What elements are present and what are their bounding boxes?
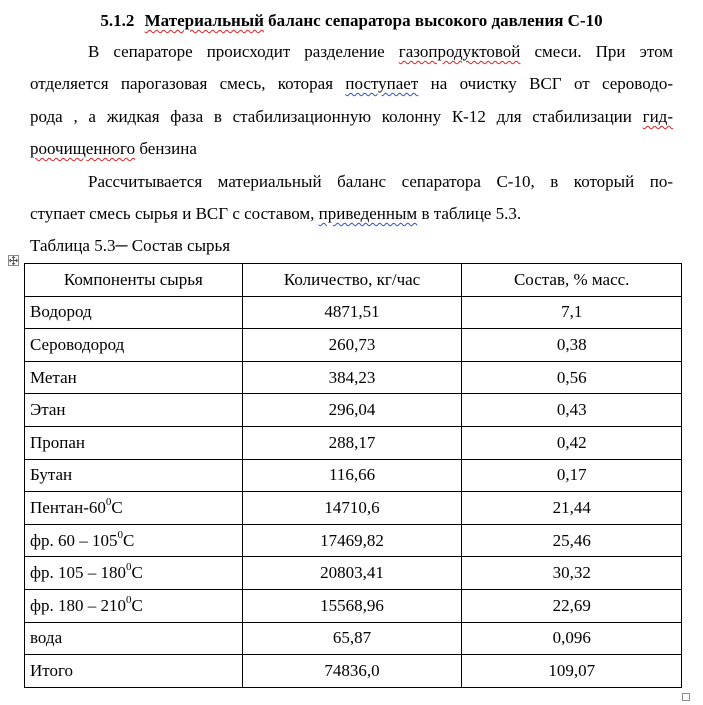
cell-component: фр. $105 - 180^0С$ <box>25 557 243 590</box>
header-components: Компоненты сырья <box>25 264 243 297</box>
cell-composition: 109,07 <box>462 655 682 688</box>
cell-composition: 30,32 <box>462 557 682 590</box>
section-heading <box>0 10 703 32</box>
table-row-total <box>25 655 682 688</box>
cell-composition: 7,1 <box>462 296 682 329</box>
cell-composition: 25,46 <box>462 524 682 557</box>
header-quantity: Количество, кг/час <box>242 264 462 297</box>
cell-quantity: 384,23 <box>242 361 462 394</box>
grammar-check-word: поступает <box>345 74 419 93</box>
grammar-check-word: приведенным <box>318 204 418 223</box>
cell-component: фр. $180 - 210^0С$ <box>25 589 243 622</box>
cell-quantity: 20803,41 <box>242 557 462 590</box>
cell-component: Этан <box>25 394 243 427</box>
section-number: 5.1.2 <box>100 11 135 30</box>
spellcheck-word: газопродуктовой <box>398 42 521 61</box>
cell-composition: 0,17 <box>462 459 682 492</box>
cell-composition: 0,096 <box>462 622 682 655</box>
cell-component: Пропан <box>25 426 243 459</box>
spellcheck-word: роочищенного <box>30 139 136 158</box>
cell-quantity: 288,17 <box>242 426 462 459</box>
table-header-row <box>25 264 682 297</box>
cell-component: вода <box>25 622 243 655</box>
table-row <box>25 524 682 557</box>
composition-table <box>24 263 682 688</box>
cell-component: Бутан <box>25 459 243 492</box>
cell-component: Итого <box>25 655 243 688</box>
cell-quantity: 65,87 <box>242 622 462 655</box>
table-row <box>25 426 682 459</box>
cell-component: Пентан-$60^0С$ <box>25 492 243 525</box>
cell-component: фр. $60 - 105^0С$ <box>25 524 243 557</box>
cell-quantity: 260,73 <box>242 329 462 362</box>
cell-component: Сероводород <box>25 329 243 362</box>
cell-composition: 0,56 <box>462 361 682 394</box>
cell-quantity: 296,04 <box>242 394 462 427</box>
table-row <box>25 492 682 525</box>
table-resize-handle-icon[interactable] <box>682 693 690 701</box>
paragraph-2-line-2: ступает смесь сырья и ВСГ с составом, приведенным в таблице 5.3. <box>30 204 522 223</box>
table-row <box>25 394 682 427</box>
heading-rest: баланс сепаратора высокого давления С-10 <box>268 11 603 30</box>
paragraph-1-line-4: роочищенного бензина <box>30 139 197 158</box>
table-row <box>25 361 682 394</box>
table-caption: Таблица 5.3─ Состав сырья <box>30 236 231 255</box>
cell-quantity: 17469,82 <box>242 524 462 557</box>
cell-composition: 0,43 <box>462 394 682 427</box>
cell-composition: 22,69 <box>462 589 682 622</box>
cell-component: Метан <box>25 361 243 394</box>
paragraph-2-line-1: Рассчитывается материальный баланс сепаратора С-10, в который по- <box>88 172 673 191</box>
table-row <box>25 459 682 492</box>
table-row <box>25 296 682 329</box>
cell-quantity: 116,66 <box>242 459 462 492</box>
heading-spellcheck-word: Материальный <box>144 11 264 30</box>
cell-quantity: 15568,96 <box>242 589 462 622</box>
header-composition: Состав, % масс. <box>462 264 682 297</box>
paragraph-1-line-2: отделяется парогазовая смесь, которая поступает на очистку ВСГ от сероводо- <box>30 74 674 93</box>
table-row <box>25 589 682 622</box>
cell-composition: 0,42 <box>462 426 682 459</box>
cell-composition: 0,38 <box>462 329 682 362</box>
paragraph-1-line-3: рода , а жидкая фаза в стабилизационную колонну К-12 для стабилизации гид- <box>30 107 673 126</box>
table-row <box>25 557 682 590</box>
cell-quantity: 14710,6 <box>242 492 462 525</box>
spellcheck-word: гид- <box>642 107 673 126</box>
cell-composition: 21,44 <box>462 492 682 525</box>
table-row <box>25 329 682 362</box>
cell-quantity: 4871,51 <box>242 296 462 329</box>
cell-quantity: 74836,0 <box>242 655 462 688</box>
table-row <box>25 622 682 655</box>
cell-component: Водород <box>25 296 243 329</box>
paragraph-1-line-1: В сепараторе происходит разделение газопродуктовой смеси. При этом <box>88 42 673 61</box>
table-move-handle-icon[interactable] <box>8 255 19 266</box>
